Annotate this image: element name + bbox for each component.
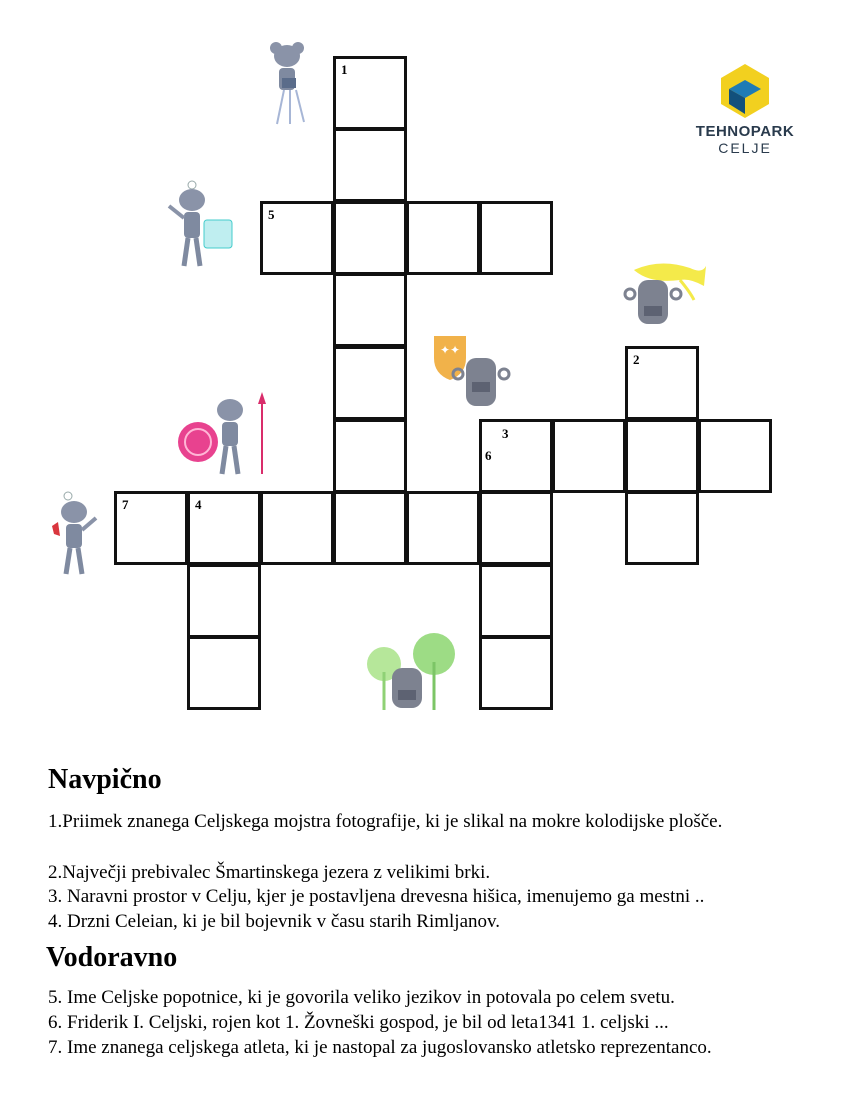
grid-cell[interactable] [333, 128, 407, 202]
grid-cell[interactable] [333, 346, 407, 420]
clue-number: 2 [633, 352, 640, 367]
robot-catfish-icon [620, 256, 710, 328]
grid-cell[interactable] [552, 419, 626, 493]
grid-cell[interactable] [479, 419, 553, 493]
grid-cell[interactable] [479, 491, 553, 565]
clue-number: 3 [502, 426, 509, 441]
robot-coat-of-arms-icon [430, 332, 520, 412]
robot-warrior-icon [176, 392, 272, 476]
grid-cell[interactable] [625, 346, 699, 420]
grid-cell[interactable] [479, 201, 553, 275]
clue-number: 7 [122, 497, 129, 512]
grid-cell[interactable] [333, 201, 407, 275]
grid-cell[interactable] [260, 491, 334, 565]
grid-cell[interactable] [187, 636, 261, 710]
grid-cell[interactable] [187, 491, 261, 565]
grid-cell[interactable] [114, 491, 188, 565]
grid-cell[interactable] [479, 636, 553, 710]
logo-sub: CELJE [718, 140, 772, 156]
grid-cell[interactable] [625, 491, 699, 565]
grid-cell[interactable] [625, 419, 699, 493]
clue-number: 6 [485, 448, 492, 463]
logo-name: TEHNOPARK [695, 123, 795, 140]
clue-number: 1 [341, 62, 348, 77]
svg-text:✦✦: ✦✦ [440, 343, 461, 357]
across-clue: 6. Friderik I. Celjski, rojen kot 1. Žovneški gospod, je bil od leta1341 1. celjski ... [48, 1012, 669, 1033]
down-heading: Navpično [48, 764, 162, 795]
grid-cell[interactable] [187, 564, 261, 638]
grid-cell[interactable] [479, 564, 553, 638]
grid-cell[interactable] [333, 273, 407, 347]
grid-cell[interactable] [406, 201, 480, 275]
logo-cube-icon [717, 62, 773, 118]
down-clue: 1.Priimek znanega Celjskega mojstra fotografije, ki je slikal na mokre kolodijske plošče. [48, 811, 723, 832]
grid-cell[interactable] [333, 419, 407, 493]
grid-cell[interactable] [333, 56, 407, 130]
down-clue: 3. Naravni prostor v Celju, kjer je postavljena drevesna hišica, imenujemo ga mestni .. [48, 886, 705, 907]
across-clue: 5. Ime Celjske popotnice, ki je govorila veliko jezikov in potovala po celem svetu. [48, 987, 675, 1008]
down-clue: 2.Največji prebivalec Šmartinskega jezera z velikimi brki. [48, 862, 491, 883]
robot-typewriter-icon [164, 180, 236, 270]
clue-number: 5 [268, 207, 275, 222]
grid-cell[interactable] [406, 491, 480, 565]
across-clue: 7. Ime znanega celjskega atleta, ki je nastopal za jugoslovansko atletsko reprezentanco. [48, 1037, 712, 1058]
grid-cell[interactable] [698, 419, 772, 493]
grid-cell[interactable] [333, 491, 407, 565]
down-clue: 4. Drzni Celeian, ki je bil bojevnik v času starih Rimljanov. [48, 911, 501, 932]
grid-cell[interactable] [260, 201, 334, 275]
tehnopark-logo [690, 62, 800, 156]
across-heading: Vodoravno [46, 942, 178, 973]
robot-athlete-icon [48, 490, 108, 576]
clue-number: 4 [195, 497, 202, 512]
robot-photographer-icon [262, 38, 312, 126]
robot-trees-icon [364, 632, 460, 712]
